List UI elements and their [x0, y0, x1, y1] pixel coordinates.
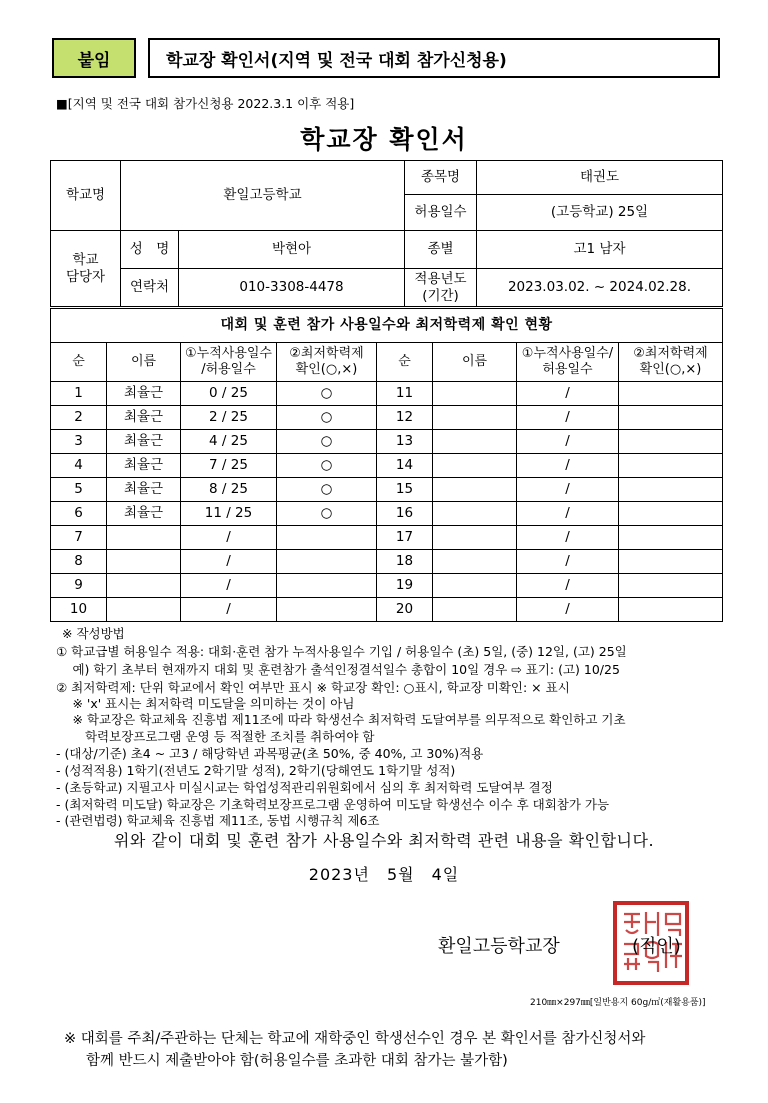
cell-l-chk [277, 598, 377, 622]
submission-note: ※ 대회를 주최/주관하는 단체는 학교에 재학중인 학생선수인 경우 본 확인서를 참가신청서와 함께 반드시 제출받아야 함(허용일수를 초과한 대회 참가는 불가함) [64, 1031, 646, 1070]
cell-l-name: 최율근 [107, 454, 181, 478]
table-row [51, 502, 723, 526]
header-name-right: 이름 [433, 343, 517, 382]
instruction-line: - (초등학교) 지필고사 미실시교는 학업성적관리위원회에서 심의 후 최저학력 도달여부 결정 [56, 780, 553, 795]
instruction-line: - (관련법령) 학교체육 진흥법 제11조, 동법 시행규칙 제6조 [56, 813, 380, 828]
cell-r-days: / [517, 382, 619, 406]
cell-l-name [107, 574, 181, 598]
cell-r-chk [619, 598, 723, 622]
cell-r-no: 20 [377, 598, 433, 622]
cell-r-chk [619, 430, 723, 454]
cell-r-days: / [517, 526, 619, 550]
cell-l-no: 1 [51, 382, 107, 406]
cell-r-chk [619, 550, 723, 574]
header-no: 순 [51, 343, 107, 382]
header-days-right: ①누적사용일수/ 허용일수 [517, 343, 619, 382]
cell-r-name [433, 382, 517, 406]
cell-r-no: 17 [377, 526, 433, 550]
table-row [51, 574, 723, 598]
document-title-box: 학교장 확인서(지역 및 전국 대회 참가신청용) [148, 38, 720, 78]
cell-l-days: 8 / 25 [181, 478, 277, 502]
principal-signature: 환일고등학교장 [438, 936, 560, 957]
cell-r-name [433, 406, 517, 430]
cell-l-chk: ○ [277, 478, 377, 502]
allowed-days-value: (고등학교) 25일 [477, 195, 723, 231]
cell-r-days: / [517, 454, 619, 478]
cell-r-no: 15 [377, 478, 433, 502]
cell-l-days: 7 / 25 [181, 454, 277, 478]
cell-l-days: 4 / 25 [181, 430, 277, 454]
cell-r-chk [619, 502, 723, 526]
cell-r-days: / [517, 406, 619, 430]
year-label: 적용년도 (기간) [405, 269, 477, 307]
cell-l-days: / [181, 526, 277, 550]
cell-r-days: / [517, 478, 619, 502]
cell-l-chk: ○ [277, 454, 377, 478]
cell-l-chk: ○ [277, 406, 377, 430]
cell-l-name: 최율근 [107, 478, 181, 502]
cell-r-name [433, 598, 517, 622]
cell-l-name: 최율근 [107, 406, 181, 430]
category-value: 고1 남자 [477, 231, 723, 269]
cell-l-days: / [181, 574, 277, 598]
instruction-line: ① 학교급별 허용일수 적용: 대회·훈련 참가 누적사용일수 기입 / 허용일수 (초) 5일, (중) 12일, (고) 25일 [56, 644, 627, 659]
table-row [51, 598, 723, 622]
cell-l-days: 2 / 25 [181, 406, 277, 430]
cell-l-no: 8 [51, 550, 107, 574]
instruction-line: 예) 학기 초부터 현재까지 대회 및 훈련참가 출석인정결석일수 총합이 10일 경우 ⇨ 표기: (고) 10/25 [56, 662, 620, 677]
instruction-line: ※ 학교장은 학교체육 진흥법 제11조에 따라 학생선수 최저학력 도달여부를 의무적으로 확인하고 기초 [56, 712, 626, 727]
usage-table [50, 308, 723, 622]
cell-r-days: / [517, 598, 619, 622]
header-days: ①누적사용일수 /허용일수 [181, 343, 277, 382]
contact-label: 연락처 [121, 269, 179, 307]
cell-r-chk [619, 454, 723, 478]
applicability-note: ■[지역 및 전국 대회 참가신청용 2022.3.1 이후 적용] [56, 96, 355, 111]
cell-l-name: 최율근 [107, 382, 181, 406]
instructions-heading: ※ 작성방법 [62, 626, 125, 641]
cell-l-no: 10 [51, 598, 107, 622]
attachment-tag: 붙임 [52, 38, 136, 78]
instruction-line: - (성적적용) 1학기(전년도 2학기말 성적), 2학기(당해연도 1학기말 성적) [56, 763, 456, 778]
issue-date: 2023년 5월 4일 [308, 865, 460, 884]
cell-l-no: 5 [51, 478, 107, 502]
cell-r-name [433, 526, 517, 550]
cell-l-days: / [181, 598, 277, 622]
cell-r-chk [619, 406, 723, 430]
usage-table-caption: 대회 및 훈련 참가 사용일수와 최저학력제 확인 현황 [51, 309, 723, 343]
cell-l-days: 11 / 25 [181, 502, 277, 526]
cell-r-chk [619, 382, 723, 406]
header-check-right: ②최저학력제 확인(○,×) [619, 343, 723, 382]
cell-l-name: 최율근 [107, 502, 181, 526]
instruction-line: - (대상/기준) 초4 ~ 고3 / 해당학년 과목평균(초 50%, 중 40%, 고 30%)적용 [56, 746, 484, 761]
cell-l-chk [277, 550, 377, 574]
school-value: 환일고등학교 [121, 161, 405, 231]
table-row [51, 382, 723, 406]
instruction-line: - (최저학력 미도달) 학교장은 기초학력보장프로그램 운영하여 미도달 학생선수 이수 후 대회참가 가능 [56, 797, 610, 812]
name-value: 박현아 [179, 231, 405, 269]
instruction-line: ② 최저학력제: 단위 학교에서 확인 여부만 표시 ※ 학교장 확인: ○표시, 학교장 미확인: × 표시 [56, 680, 570, 695]
cell-r-name [433, 430, 517, 454]
cell-l-no: 7 [51, 526, 107, 550]
table-row [51, 406, 723, 430]
cell-l-name [107, 550, 181, 574]
cell-r-no: 16 [377, 502, 433, 526]
cell-l-chk [277, 574, 377, 598]
category-label: 종별 [405, 231, 477, 269]
event-value: 태권도 [477, 161, 723, 195]
cell-r-name [433, 454, 517, 478]
name-label: 성 명 [121, 231, 179, 269]
cell-r-no: 13 [377, 430, 433, 454]
cell-l-name [107, 598, 181, 622]
cell-l-no: 9 [51, 574, 107, 598]
instruction-line: ※ 'x' 표시는 최저학력 미도달을 의미하는 것이 아님 [56, 696, 355, 711]
staff-label: 학교 담당자 [51, 231, 121, 307]
page-title: 학교장 확인서 [300, 125, 468, 154]
contact-value: 010-3308-4478 [179, 269, 405, 307]
year-value: 2023.03.02. ~ 2024.02.28. [477, 269, 723, 307]
table-row [51, 430, 723, 454]
cell-l-name: 최율근 [107, 430, 181, 454]
event-label: 종목명 [405, 161, 477, 195]
table-row [51, 550, 723, 574]
cell-r-no: 11 [377, 382, 433, 406]
cell-r-chk [619, 478, 723, 502]
allowed-days-label: 허용일수 [405, 195, 477, 231]
cell-r-days: / [517, 502, 619, 526]
cell-l-chk: ○ [277, 502, 377, 526]
cell-l-days: / [181, 550, 277, 574]
cell-l-no: 4 [51, 454, 107, 478]
cell-r-chk [619, 574, 723, 598]
seal-mark-label: (직인) [632, 936, 681, 957]
cell-r-days: / [517, 550, 619, 574]
cell-r-name [433, 502, 517, 526]
cell-r-days: / [517, 574, 619, 598]
cell-r-no: 19 [377, 574, 433, 598]
table-row [51, 526, 723, 550]
cell-l-name [107, 526, 181, 550]
cell-r-name [433, 574, 517, 598]
table-row [51, 454, 723, 478]
instruction-line: 학력보장프로그램 운영 등 적절한 조치를 취하여야 함 [56, 729, 375, 744]
table-row [51, 478, 723, 502]
cell-r-name [433, 478, 517, 502]
confirmation-statement: 위와 같이 대회 및 훈련 참가 사용일수와 최저학력 관련 내용을 확인합니다. [113, 831, 655, 850]
header-name: 이름 [107, 343, 181, 382]
school-info-table [50, 160, 723, 307]
cell-l-no: 6 [51, 502, 107, 526]
cell-r-days: / [517, 430, 619, 454]
cell-r-no: 18 [377, 550, 433, 574]
cell-l-no: 3 [51, 430, 107, 454]
header-check: ②최저학력제 확인(○,×) [277, 343, 377, 382]
cell-l-chk [277, 526, 377, 550]
cell-l-chk: ○ [277, 430, 377, 454]
cell-l-days: 0 / 25 [181, 382, 277, 406]
header-no-right: 순 [377, 343, 433, 382]
cell-r-no: 12 [377, 406, 433, 430]
school-label: 학교명 [51, 161, 121, 231]
cell-r-no: 14 [377, 454, 433, 478]
cell-r-chk [619, 526, 723, 550]
cell-r-name [433, 550, 517, 574]
paper-spec: 210㎜×297㎜[일반용지 60g/㎡(재활용품)] [530, 998, 706, 1008]
cell-l-chk: ○ [277, 382, 377, 406]
cell-l-no: 2 [51, 406, 107, 430]
